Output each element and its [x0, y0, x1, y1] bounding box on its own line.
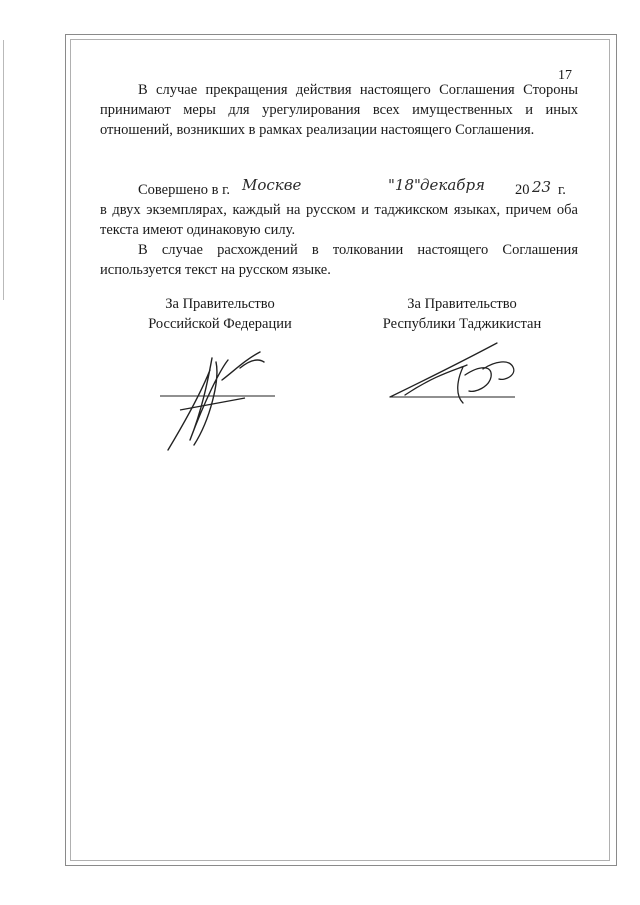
party-russia	[110, 294, 330, 334]
handwritten-month: декабря	[420, 176, 485, 194]
party-tajikistan	[352, 294, 572, 334]
party-tajikistan-line2: Республики Таджикистан	[382, 316, 542, 332]
done-in-label: Совершено в г.	[138, 182, 231, 198]
party-russia-line2: Российской Федерации	[148, 316, 292, 332]
termination-paragraph	[100, 80, 578, 140]
year-suffix: г.	[558, 182, 566, 198]
discrepancy-paragraph	[100, 240, 578, 280]
scan-edge-line	[3, 40, 4, 300]
year-prefix: 20	[515, 182, 530, 198]
party-russia-line1: За Правительство	[165, 296, 275, 312]
termination-text: В случае прекращения действия настоящего Соглашения Стороны принимают меры для урегулирования всех имущественных и иных отношений, возникших в рамках реализации настоящего Соглашения.	[100, 82, 578, 138]
handwritten-day: "18"	[388, 176, 421, 194]
party-tajikistan-line1: За Правительство	[407, 296, 517, 312]
page-number: 17	[558, 68, 572, 83]
handwritten-city: Москве	[242, 176, 302, 194]
handwritten-year: 23	[532, 178, 552, 196]
signature-russia	[150, 340, 290, 460]
signature-tajikistan	[385, 335, 535, 425]
copies-paragraph: в двух экземплярах, каждый на русском и таджикском языках, причем оба текста имеют одинаковую силу.	[100, 202, 578, 238]
discrepancy-text: В случае расхождений в толковании настоящего Соглашения используется текст на русском языке.	[100, 242, 578, 278]
